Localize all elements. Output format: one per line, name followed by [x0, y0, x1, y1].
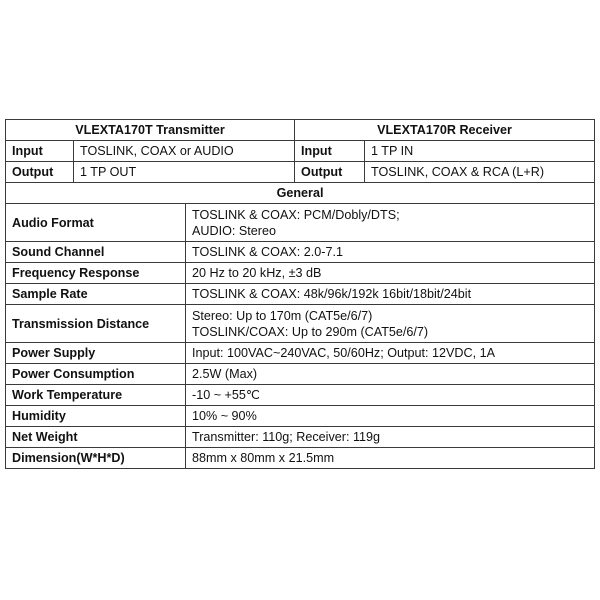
spec-value-line: 88mm x 80mm x 21.5mm: [192, 451, 335, 465]
output-row: [6, 162, 595, 183]
spec-row: [6, 385, 595, 406]
spec-value: [186, 242, 595, 263]
spec-label: Power Supply: [6, 343, 186, 364]
spec-value: [186, 385, 595, 406]
spec-label: Sample Rate: [6, 284, 186, 305]
spec-sheet: [5, 119, 594, 484]
spec-row: [6, 204, 595, 242]
spec-value-line: TOSLINK & COAX: 2.0-7.1: [192, 245, 343, 259]
transmitter-input-label: Input: [6, 141, 74, 162]
spec-label: Work Temperature: [6, 385, 186, 406]
spec-value: [186, 204, 595, 242]
spec-value-line: Stereo: Up to 170m (CAT5e/6/7): [192, 308, 373, 323]
spec-label: Transmission Distance: [6, 305, 186, 343]
transmitter-output-label: Output: [6, 162, 74, 183]
spec-row: [6, 406, 595, 427]
spec-value: [186, 284, 595, 305]
spec-value-line: AUDIO: Stereo: [192, 223, 276, 238]
spec-label: Audio Format: [6, 204, 186, 242]
spec-value-line: 2.5W (Max): [192, 367, 258, 381]
spec-row: [6, 343, 595, 364]
spec-value-line: TOSLINK & COAX: PCM/Dobly/DTS;: [192, 207, 400, 222]
spec-value: [186, 263, 595, 284]
spec-value: [186, 364, 595, 385]
spec-label: Sound Channel: [6, 242, 186, 263]
spec-value-line: -10 ~ +55℃: [192, 388, 261, 402]
receiver-output-value: TOSLINK, COAX & RCA (L+R): [365, 162, 595, 183]
spec-label: Frequency Response: [6, 263, 186, 284]
spec-row: [6, 364, 595, 385]
spec-value: [186, 406, 595, 427]
spec-value-line: 20 Hz to 20 kHz, ±3 dB: [192, 266, 322, 280]
general-header-row: [6, 183, 595, 204]
spec-value-line: 10% ~ 90%: [192, 409, 257, 423]
spec-value-line: TOSLINK & COAX: 48k/96k/192k 16bit/18bit/24bit: [192, 287, 472, 301]
input-row: [6, 141, 595, 162]
spec-row: [6, 305, 595, 343]
spec-row: [6, 242, 595, 263]
spec-row: [6, 263, 595, 284]
spec-label: Power Consumption: [6, 364, 186, 385]
spec-value: [186, 305, 595, 343]
transmitter-output-value: 1 TP OUT: [74, 162, 295, 183]
spec-value: [186, 427, 595, 448]
spec-row: [6, 448, 595, 469]
transmitter-input-value: TOSLINK, COAX or AUDIO: [74, 141, 295, 162]
spec-table: [5, 119, 595, 469]
receiver-input-value: 1 TP IN: [365, 141, 595, 162]
model-header-row: [6, 120, 595, 141]
general-title: General: [6, 183, 595, 204]
spec-row: [6, 427, 595, 448]
spec-label: Net Weight: [6, 427, 186, 448]
spec-value: [186, 343, 595, 364]
receiver-output-label: Output: [295, 162, 365, 183]
transmitter-title: VLEXTA170T Transmitter: [6, 120, 295, 141]
receiver-input-label: Input: [295, 141, 365, 162]
spec-label: Humidity: [6, 406, 186, 427]
spec-label: Dimension(W*H*D): [6, 448, 186, 469]
spec-row: [6, 284, 595, 305]
spec-value: [186, 448, 595, 469]
receiver-title: VLEXTA170R Receiver: [295, 120, 595, 141]
spec-value-line: TOSLINK/COAX: Up to 290m (CAT5e/6/7): [192, 324, 429, 339]
spec-value-line: Input: 100VAC~240VAC, 50/60Hz; Output: 12VDC, 1A: [192, 346, 496, 360]
spec-value-line: Transmitter: 110g; Receiver: 119g: [192, 430, 381, 444]
